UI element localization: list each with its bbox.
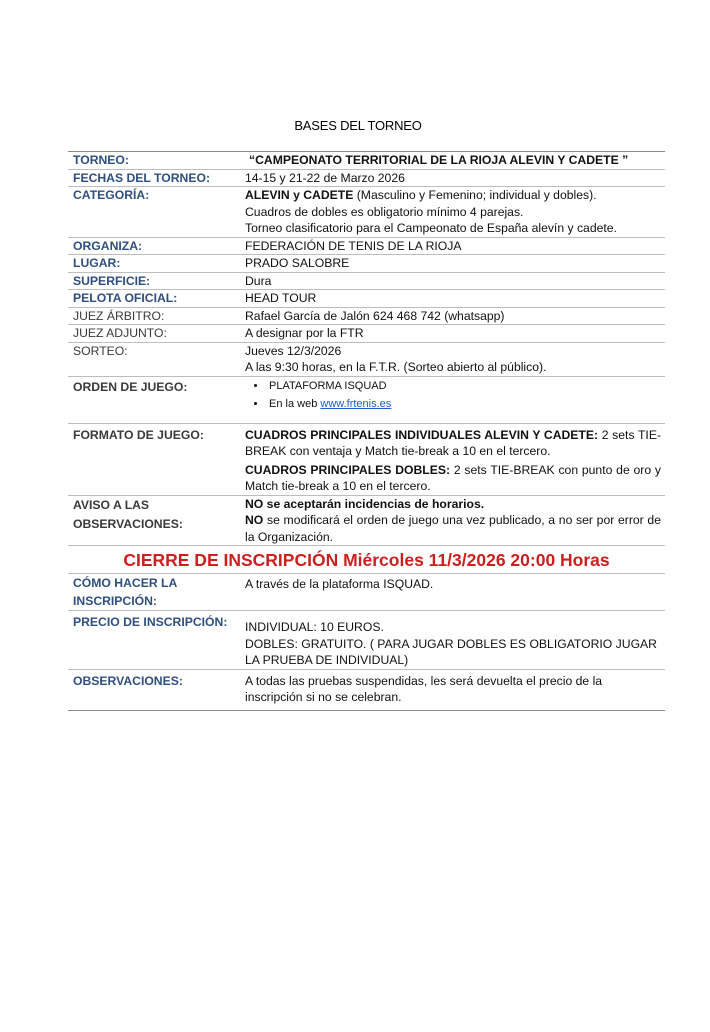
value-observaciones: A todas las pruebas suspendidas, les será devuelta el precio de la inscripción si no se celebran. (237, 669, 665, 710)
value-sorteo: Jueves 12/3/2026 A las 9:30 horas, en la F.T.R. (Sorteo abierto al público). (237, 342, 665, 376)
label-orden: ORDEN DE JUEGO: (68, 376, 237, 423)
label-pelota: PELOTA OFICIAL: (68, 290, 237, 308)
value-formato: CUADROS PRINCIPALES INDIVIDUALES ALEVIN Y CADETE: 2 sets TIE-BREAK con ventaja y Match tie-break a 10 en el tercero. CUADROS PRINCIPALES DOBLES: 2 sets TIE-BREAK con punto de oro y Match tie-break a 10 en el tercero. (237, 423, 665, 495)
label-categoria: CATEGORÍA: (68, 187, 237, 238)
row-precio (68, 611, 665, 670)
value-superficie: Dura (237, 272, 665, 290)
value-torneo: “CAMPEONATO TERRITORIAL DE LA RIOJA ALEVIN Y CADETE ” (249, 153, 629, 167)
value-pelota: HEAD TOUR (237, 290, 665, 308)
document-title: BASES DEL TORNEO (294, 118, 422, 133)
row-juez-adjunto (68, 325, 665, 343)
row-lugar (68, 255, 665, 273)
label-aviso: AVISO A LAS OBSERVACIONES: (68, 495, 237, 546)
label-lugar: LUGAR: (68, 255, 237, 273)
value-precio: INDIVIDUAL: 10 EUROS. DOBLES: GRATUITO. ( PARA JUGAR DOBLES ES OBLIGATORIO JUGAR LA PRUEBA DE INDIVIDUAL) (237, 611, 665, 670)
label-fechas: FECHAS DEL TORNEO: (68, 169, 237, 187)
row-categoria (68, 187, 665, 238)
value-categoria: ALEVIN y CADETE (Masculino y Femenino; individual y dobles). Cuadros de dobles es obligatorio mínimo 4 parejas. Torneo clasificatorio para el Campeonato de España alevín y cadete. (237, 187, 665, 238)
value-organiza: FEDERACIÓN DE TENIS DE LA RIOJA (237, 237, 665, 255)
frtenis-link[interactable]: www.frtenis.es (320, 397, 392, 410)
cierre-inscripcion-banner: CIERRE DE INSCRIPCIÓN Miércoles 11/3/2026 20:00 Horas (68, 546, 665, 574)
list-item: • PLATAFORMA ISQUAD (267, 377, 661, 395)
label-como: CÓMO HACER LA INSCRIPCIÓN: (68, 574, 237, 611)
label-juez-arbitro: JUEZ ÁRBITRO: (68, 307, 237, 325)
row-formato (68, 423, 665, 495)
label-precio: PRECIO DE INSCRIPCIÓN: (68, 611, 237, 670)
orden-list (245, 377, 661, 413)
row-observaciones (68, 669, 665, 710)
row-sorteo (68, 342, 665, 376)
row-como (68, 574, 665, 611)
value-juez-adjunto: A designar por la FTR (237, 325, 665, 343)
row-pelota (68, 290, 665, 308)
value-aviso: NO se aceptarán incidencias de horarios. NO se modificará el orden de juego una vez publicado, a no ser por error de la Organización. (237, 495, 665, 546)
row-cierre (68, 546, 665, 574)
row-juez-arbitro (68, 307, 665, 325)
value-lugar: PRADO SALOBRE (237, 255, 665, 273)
row-aviso (68, 495, 665, 546)
list-item: • En la web www.frtenis.es (267, 395, 661, 413)
label-observaciones: OBSERVACIONES: (68, 669, 237, 710)
row-orden (68, 376, 665, 423)
row-fechas (68, 169, 665, 187)
tournament-info-table (68, 151, 665, 711)
value-juez-arbitro: Rafael García de Jalón 624 468 742 (whatsapp) (237, 307, 665, 325)
row-superficie (68, 272, 665, 290)
value-orden (237, 376, 665, 423)
value-fechas: 14-15 y 21-22 de Marzo 2026 (237, 169, 665, 187)
row-organiza (68, 237, 665, 255)
label-torneo: TORNEO: (68, 152, 237, 170)
value-como: A través de la plataforma ISQUAD. (237, 574, 665, 611)
row-torneo (68, 152, 665, 170)
label-formato: FORMATO DE JUEGO: (68, 423, 237, 495)
label-juez-adjunto: JUEZ ADJUNTO: (68, 325, 237, 343)
label-sorteo: SORTEO: (68, 342, 237, 376)
label-organiza: ORGANIZA: (68, 237, 237, 255)
label-superficie: SUPERFICIE: (68, 272, 237, 290)
